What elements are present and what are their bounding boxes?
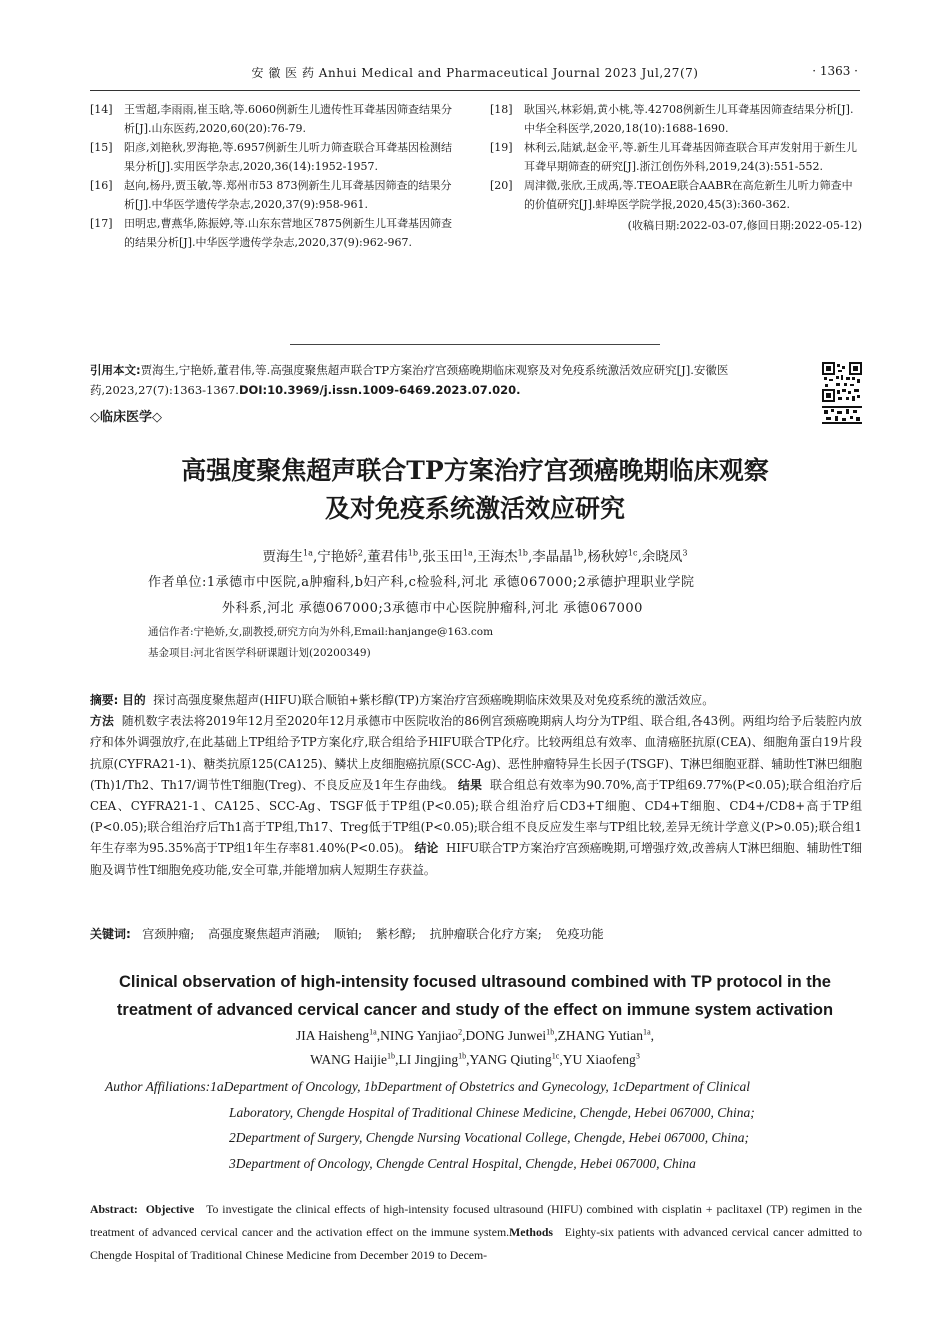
- author-name: LI Jingjing: [398, 1052, 459, 1067]
- section-tag: ◇临床医学◇: [90, 410, 162, 425]
- abstract-cn: 摘要: 目的 探讨高强度聚焦超声(HIFU)联合顺铂+紫杉醇(TP)方案治疗宫颈癌晚期临床效果及对免疫系统的激活效应。 方法 随机数字表法将2019年12月至2020年12月承德市中医院收治的86例宫颈癌晚期病人均分为TP组、联合组,各43例。两组均给予后装腔内放疗和体外调强放疗,在此基础上TP组给予TP方案化疗,联合组给予HIFU联合TP化疗。比较两组总有效率、血清癌胚抗原(CEA)、细胞角蛋白19片段抗原(CYFRA21-1)、糖类抗原125(CA125)、鳞状上皮细胞癌抗原(SCC-Ag)、恶性肿瘤特异生长因子(TSGF)、T淋巴细胞亚群、辅助性T淋巴细胞(Th)1/Th2、Th17/调节性T细胞(Treg)、不良反应及1年生存曲线。 结果 联合组总有效率为90.70%,高于TP组69.77%(P<0.05);联合组治疗后CEA、CYFRA21-1、CA125、SCC-Ag、TSGF低于TP组(P<0.05);联合组治疗后CD3+T细胞、CD4+T细胞、CD4+/CD8+高于TP组(P<0.05);联合组治疗后Th1高于TP组,Th17、Treg低于TP组(P<0.05);联合组不良反应发生率与TP组比较,差异无统计学意义(P>0.05);联合组1年生存率为95.35%高于TP组1年生存率81.40%(P<0.05)。 结论 HIFU联合TP方案治疗宫颈癌晚期,可增强疗效,改善病人T淋巴细胞、辅助性T细胞及调节性T细胞免疫功能,安全可靠,并能增加病人短期生存获益。: [90, 693, 863, 877]
- author-affiliation-mark: 1b: [572, 547, 584, 558]
- author-name: 宁艳娇: [317, 549, 358, 565]
- affiliation-cn-line1: 1承德市中医院,a肿瘤科,b妇产科,c检验科,河北 承德067000;2承德护理职业学院: [206, 575, 695, 590]
- reference-item: [18] 耿国兴,林彩娟,黄小桃,等.42708例新生儿耳聋基因筛查结果分析[J].中华全科医学,2020,18(10):1688-1690.: [490, 103, 854, 135]
- author-name: DONG Junwei: [465, 1028, 547, 1043]
- abstract-en: Abstract: Objective To investigate the clinical effects of high-intensity focused ultrasound (HIFU) combined with cisplatin + paclitaxel (TP) regimen in the treatment of advanced cervical cancer and the activation effect on the immune system.Methods Eighty-six patients with advanced cervical cancer admitted to Chengde Hospital of Traditional Chinese Medicine from December 2019 to Decem-: [90, 1202, 862, 1262]
- keyword: 紫杉醇;: [375, 927, 416, 941]
- affiliation-cn-line2: 外科系,河北 承德067000;3承德市中心医院肿瘤科,河北 承德067000: [222, 601, 643, 616]
- author-affiliation-mark: 1b: [386, 1051, 396, 1061]
- keyword: 顺铂;: [334, 927, 363, 941]
- author-name: 王海杰: [477, 549, 518, 565]
- keyword: 免疫功能: [555, 927, 604, 941]
- header-rule: [90, 90, 860, 91]
- references-left: [90, 100, 460, 252]
- keywords-cn: 关键词: 宫颈肿瘤; 高强度聚焦超声消融; 顺铂; 紫杉醇; 抗肿瘤联合化疗方案; 免疫功能: [90, 927, 604, 941]
- author-affiliation-mark: 1b: [407, 547, 419, 558]
- author-name: 贾海生: [262, 549, 303, 565]
- keyword: 抗肿瘤联合化疗方案;: [429, 927, 542, 941]
- reference-item: [14] 王雪超,李雨雨,崔玉晗,等.6060例新生儿遗传性耳聋基因筛查结果分析[J].山东医药,2020,60(20):76-79.: [90, 103, 452, 135]
- affiliation-cn: [148, 570, 828, 622]
- authors-en-line2: WANG Haijie$^{1b}$,LI Jingjing$^{1b}$,YANG Qiuting$^{1c}$,YU Xiaofeng$^3$: [310, 1051, 640, 1067]
- author-affiliation-mark: 1c: [627, 547, 638, 558]
- author-affiliation-mark: 1a: [369, 1027, 377, 1037]
- citation-text: 贾海生,宁艳娇,董君伟,等.高强度聚焦超声联合TP方案治疗宫颈癌晚期临床观察及对免疫系统激活效应研究[J].安徽医药,2023,27(7):1363-1367.: [90, 363, 729, 397]
- reference-item: [20] 周津微,张欣,王成禹,等.TEOAE联合AABR在高危新生儿听力筛查中的价值研究[J].蚌埠医学院学报,2020,45(3):360-362.: [490, 179, 853, 211]
- title-cn: 高强度聚焦超声联合TP方案治疗宫颈癌晚期临床观察 及对免疫系统激活效应研究: [181, 456, 769, 523]
- authors-en-line1: JIA Haisheng$^{1a}$,NING Yanjiao$^2$,DONG Junwei$^{1b}$,ZHANG Yutian$^{1a}$,: [295, 1027, 655, 1043]
- citation-label: 引用本文:: [90, 363, 141, 377]
- author-name: NING Yanjiao: [380, 1028, 459, 1043]
- authors-cn: 贾海生$^{1a}$,宁艳娇$^2$,董君伟$^{1b}$,张玉田$^{1a}$,王海杰$^{1b}$,李晶晶$^{1b}$,杨秋婷$^{1c}$,余晓凤$^3$: [262, 547, 688, 565]
- qr-code-icon[interactable]: [822, 362, 862, 424]
- reference-item: [19] 林利云,陆斌,赵金平,等.新生儿耳聋基因筛查联合耳声发射用于新生儿耳聋早期筛查的研究[J].浙江创伤外科,2019,24(3):551-552.: [490, 141, 857, 173]
- reference-item: [17] 田明忠,曹燕华,陈振婷,等.山东东营地区7875例新生儿耳聋基因筛查的结果分析[J].中华医学遗传学杂志,2020,37(9):962-967.: [90, 217, 452, 249]
- author-affiliation-mark: 3: [635, 1051, 640, 1061]
- affiliation-en-label: Author Affiliations:: [105, 1079, 211, 1094]
- author-name: ZHANG Yutian: [557, 1028, 644, 1043]
- author-name: WANG Haijie: [310, 1052, 387, 1067]
- author-affiliation-mark: 1a: [302, 547, 313, 558]
- author-name: 余晓凤: [641, 549, 683, 565]
- reference-item: [15] 阳彦,刘艳秋,罗海艳,等.6957例新生儿听力筛查联合耳聋基因检测结果分析[J].实用医学杂志,2020,36(14):1952-1957.: [90, 141, 452, 173]
- journal-header: 安 徽 医 药 Anhui Medical and Pharmaceutical Journal 2023 Jul,27(7): [251, 66, 699, 80]
- author-affiliation-mark: 1b: [458, 1051, 467, 1061]
- author-name: YANG Qiuting: [469, 1052, 552, 1067]
- keyword: 高强度聚焦超声消融;: [208, 927, 321, 941]
- author-affiliation-mark: 1a: [462, 547, 473, 558]
- citation-block: [90, 360, 790, 400]
- author-affiliation-mark: 1c: [551, 1051, 560, 1061]
- author-name: 董君伟: [367, 549, 408, 565]
- section-divider: [290, 344, 660, 345]
- authors-en: [0, 1024, 950, 1072]
- affiliation-en: Author Affiliations:1aDepartment of Oncology, 1bDepartment of Obstetrics and Gynecology, 1cDepartment of Clinical Laboratory, Chengde Hospital of Traditional Chinese Medicine, Chengde, Hebei 067000, China; 2Department of Surgery, Chengde Nursing Vocational College, Chengde, Hebei 067000, China; 3Department of Oncology, Chengde Central Hospital, Chengde, Hebei 067000, China: [105, 1079, 755, 1171]
- references-right: [490, 100, 862, 235]
- corresponding-author: 通信作者:宁艳娇,女,副教授,研究方向为外科,Email:hanjange@163.com: [148, 626, 494, 638]
- author-name: YU Xiaofeng: [562, 1052, 636, 1067]
- affiliation-cn-label: 作者单位:: [148, 575, 207, 590]
- author-affiliation-mark: 1b: [546, 1027, 555, 1037]
- citation-doi[interactable]: DOI:10.3969/j.issn.1009-6469.2023.07.020.: [238, 383, 521, 397]
- author-affiliation-mark: 1a: [643, 1027, 651, 1037]
- author-affiliation-mark: 1b: [517, 547, 528, 558]
- author-affiliation-mark: 2: [357, 547, 363, 558]
- author-affiliation-mark: 3: [682, 547, 688, 558]
- reference-item: [16] 赵向,杨丹,贾玉敏,等.郑州市53 873例新生儿耳聋基因筛查的结果分析[J].中华医学遗传学杂志,2020,37(9):958-961.: [90, 179, 452, 211]
- author-name: JIA Haisheng: [295, 1028, 370, 1043]
- author-affiliation-mark: 2: [458, 1027, 463, 1037]
- fund-info: 基金项目:河北省医学科研课题计划(20200349): [148, 647, 371, 659]
- title-en: Clinical observation of high-intensity focused ultrasound combined with TP protocol in the treatment of advanced cervical cancer and study of the effect on immune system activation: [116, 973, 834, 1019]
- received-date: (收稿日期:2022-03-07,修回日期:2022-05-12): [627, 219, 862, 232]
- author-name: 张玉田: [422, 549, 463, 565]
- author-name: 杨秋婷: [587, 549, 628, 565]
- author-name: 李晶晶: [532, 549, 573, 565]
- page-number: · 1363 ·: [812, 64, 858, 78]
- keyword: 宫颈肿瘤;: [142, 927, 195, 941]
